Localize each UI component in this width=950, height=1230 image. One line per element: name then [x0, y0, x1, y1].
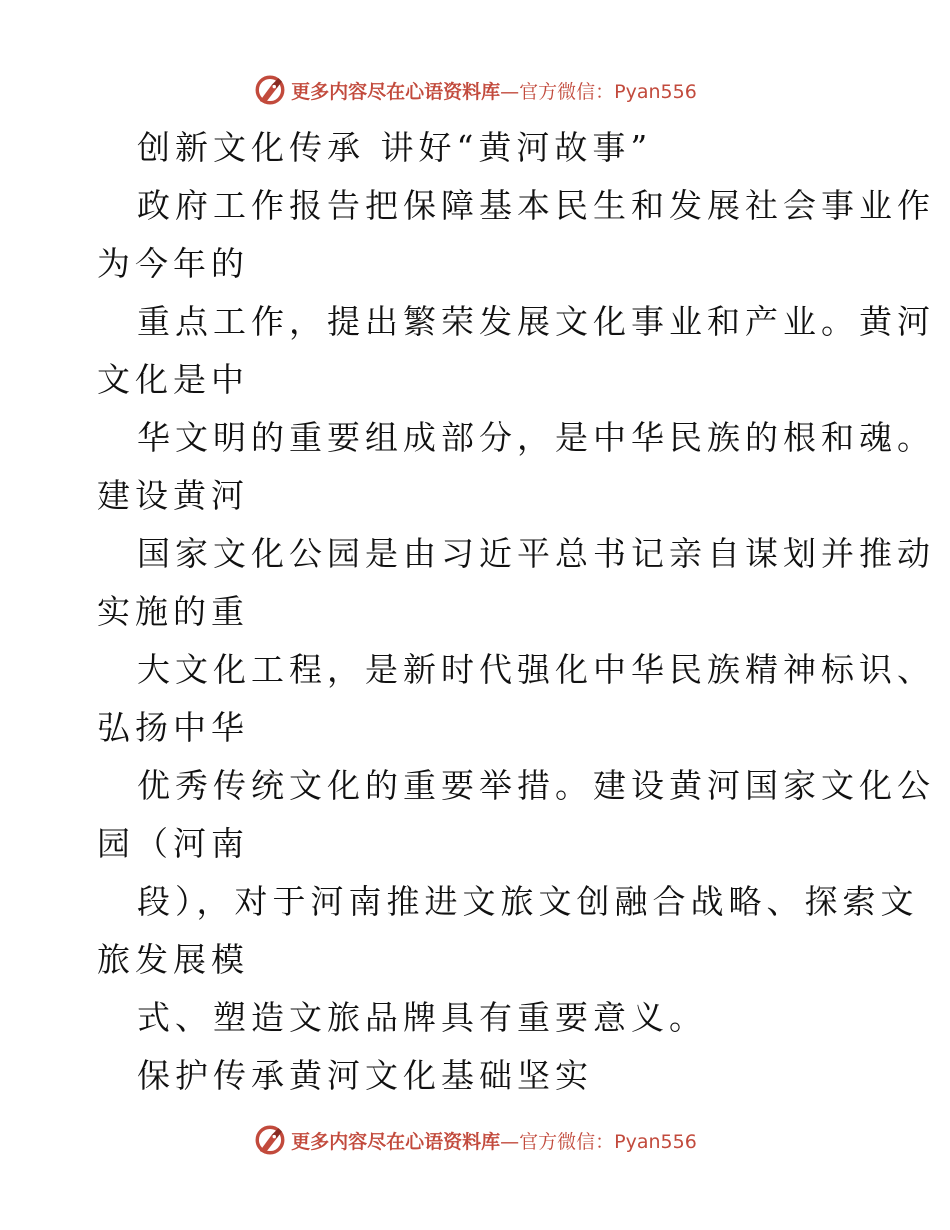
paragraph-line: 实施的重: [97, 592, 249, 631]
watermark-separator: —: [500, 80, 520, 103]
watermark-text: [291, 77, 697, 104]
paragraph-line: 为今年的: [97, 244, 249, 283]
watermark-text: [291, 1127, 697, 1154]
pen-logo-icon: [253, 1123, 287, 1157]
paragraph-line: 段），对于河南推进文旅文创融合战略、探索文: [137, 882, 919, 921]
paragraph-line: 重点工作，提出繁荣发展文化事业和产业。黄河: [137, 302, 935, 341]
paragraph-line: 国家文化公园是由习近平总书记亲自谋划并推动: [137, 534, 935, 573]
watermark-separator: —: [500, 1130, 520, 1153]
pen-logo-icon: [253, 73, 287, 107]
paragraph-line: 优秀传统文化的重要举措。建设黄河国家文化公: [137, 766, 935, 805]
document-heading: 创新文化传承 讲好“黄河故事”: [137, 128, 653, 167]
paragraph-line: 式、塑造文旅品牌具有重要意义。: [137, 998, 707, 1037]
watermark-contact: 官方微信：Pyan556: [519, 80, 697, 103]
paragraph-line: 弘扬中华: [97, 708, 249, 747]
section-subheading: 保护传承黄河文化基础坚实: [137, 1056, 593, 1095]
watermark-contact: 官方微信：Pyan556: [519, 1130, 697, 1153]
paragraph-line: 园（河南: [97, 824, 249, 863]
watermark-site-name: 更多内容尽在心语资料库: [291, 80, 501, 103]
watermark-site-name: 更多内容尽在心语资料库: [291, 1130, 501, 1153]
header-watermark: [0, 70, 950, 110]
paragraph-line: 政府工作报告把保障基本民生和发展社会事业作: [137, 186, 935, 225]
paragraph-line: 旅发展模: [97, 940, 249, 979]
paragraph-line: 建设黄河: [97, 476, 249, 515]
paragraph-line: 华文明的重要组成部分，是中华民族的根和魂。: [137, 418, 935, 457]
paragraph-line: 大文化工程，是新时代强化中华民族精神标识、: [137, 650, 935, 689]
footer-watermark: [0, 1120, 950, 1160]
paragraph-line: 文化是中: [97, 360, 249, 399]
